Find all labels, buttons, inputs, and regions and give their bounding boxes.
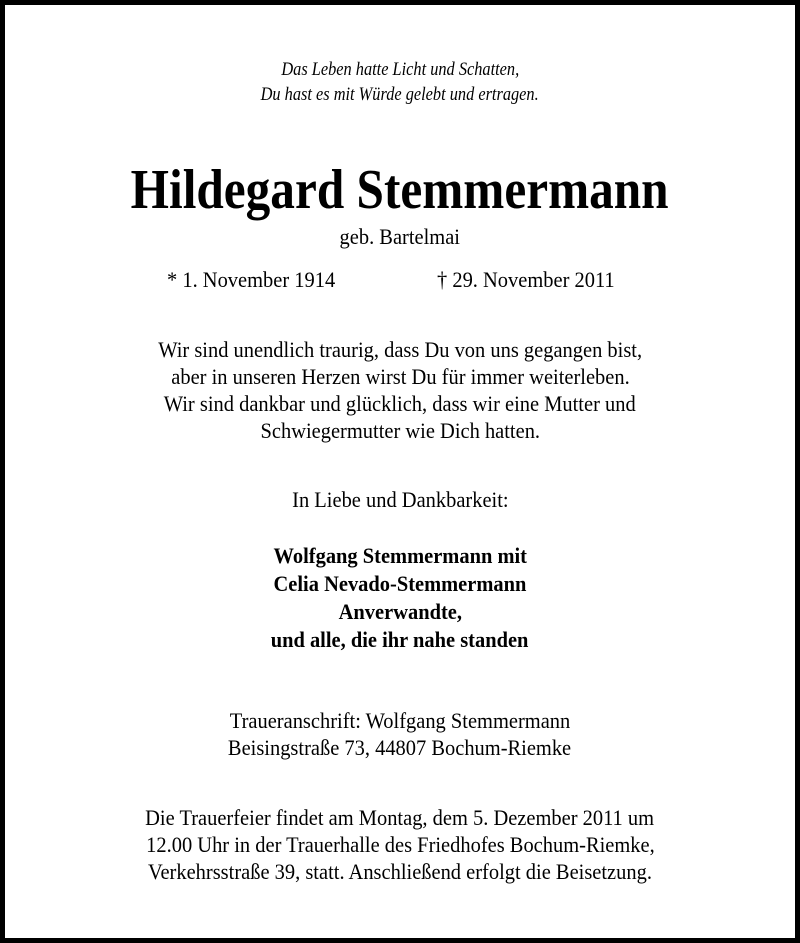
funeral-line: Verkehrsstraße 39, statt. Anschließend erfolgt die Beisetzung. xyxy=(147,859,652,884)
funeral-line: 12.00 Uhr in der Trauerhalle des Friedhofes Bochum-Riemke, xyxy=(145,832,655,857)
mourner-line: und alle, die ihr nahe standen xyxy=(271,627,529,652)
birth-date: * 1. November 1914 xyxy=(167,267,336,292)
mourner-line: Celia Nevado-Stemmermann xyxy=(273,571,527,596)
death-date: † 29. November 2011 xyxy=(437,267,615,292)
message-line: Schwiegermutter wie Dich hatten. xyxy=(260,418,540,443)
address-line: Beisingstraße 73, 44807 Bochum-Riemke xyxy=(228,735,572,760)
quote-line: Du hast es mit Würde gelebt und ertragen. xyxy=(260,84,540,105)
mourner-line: Anverwandte, xyxy=(338,599,462,624)
quote-line: Das Leben hatte Licht und Schatten, xyxy=(281,59,519,80)
mourner-line: Wolfgang Stemmermann mit xyxy=(273,543,527,568)
closing-line: In Liebe und Dankbarkeit: xyxy=(291,487,509,512)
message-line: Wir sind unendlich traurig, dass Du von uns gegangen bist, xyxy=(158,337,642,362)
message-line: aber in unseren Herzen wirst Du für immer weiterleben. xyxy=(170,364,630,389)
message-line: Wir sind dankbar und glücklich, dass wir eine Mutter und xyxy=(164,391,636,416)
deceased-name: Hildegard Stemmermann xyxy=(131,159,669,221)
maiden-name: geb. Bartelmai xyxy=(339,224,461,249)
funeral-line: Die Trauerfeier findet am Montag, dem 5. Dezember 2011 um xyxy=(145,805,655,830)
address-line: Traueranschrift: Wolfgang Stemmermann xyxy=(229,708,571,733)
